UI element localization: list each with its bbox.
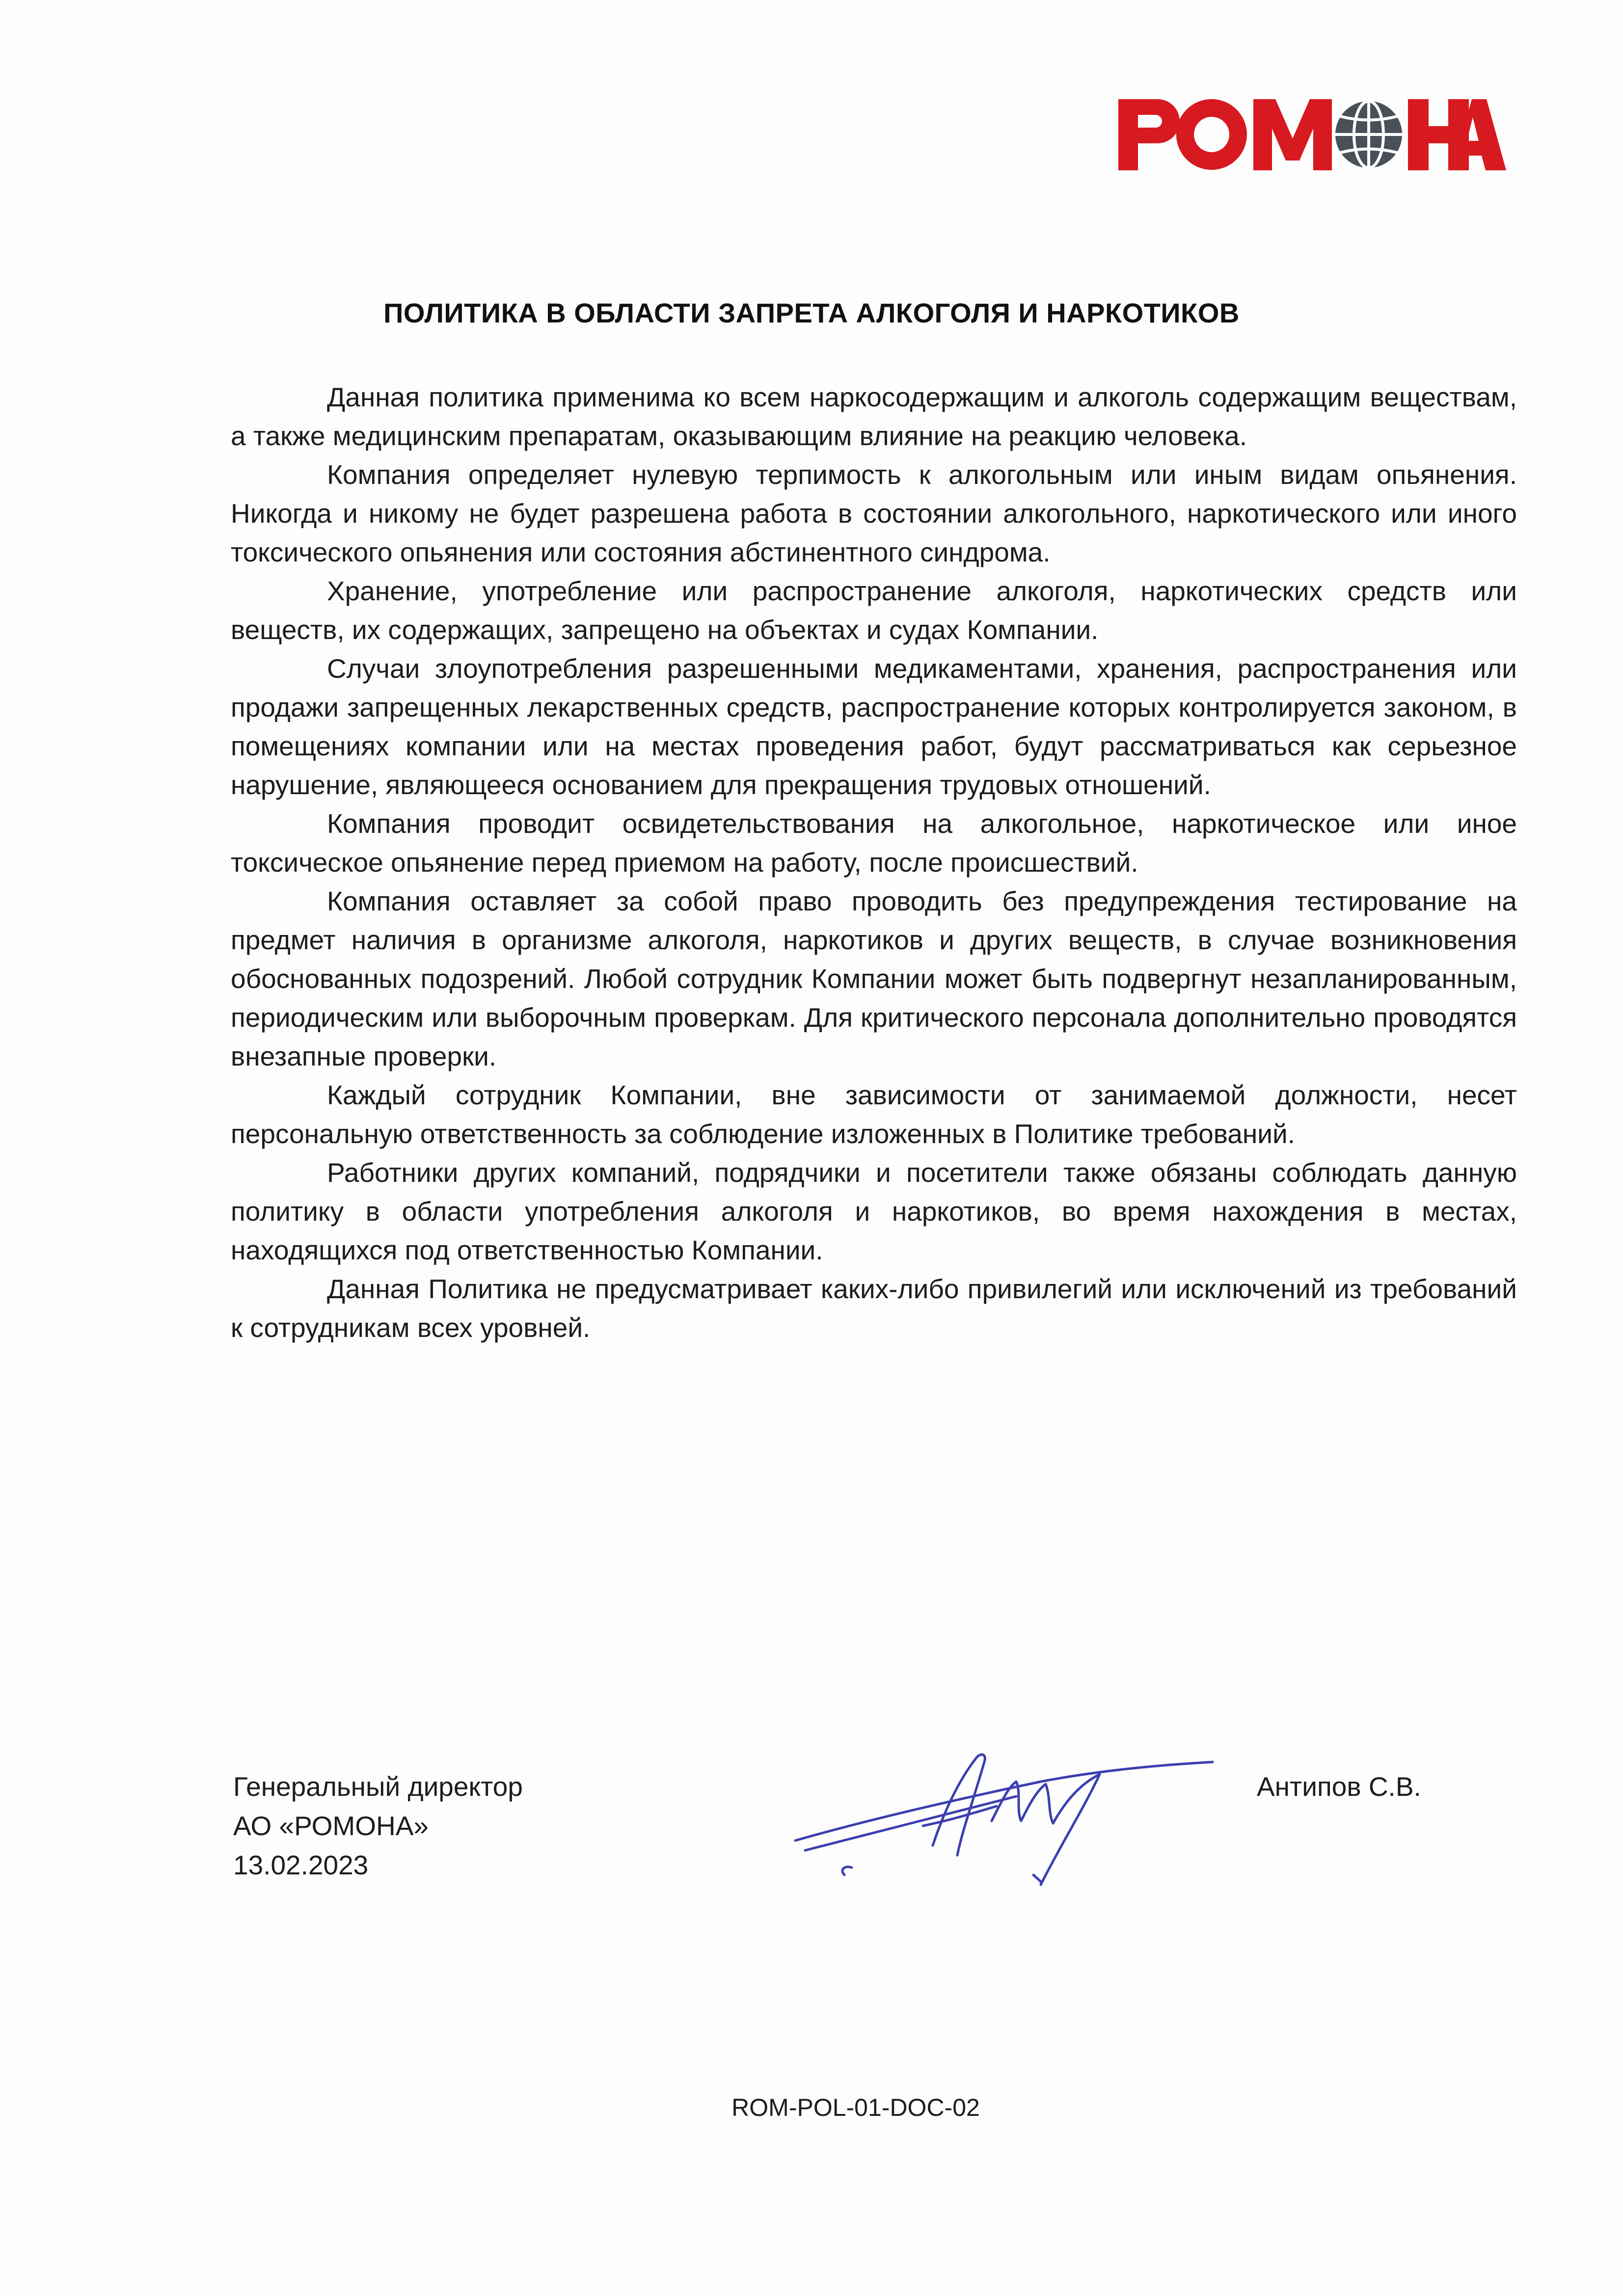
signatory-details (233, 1767, 523, 1885)
handwritten-signature (785, 1728, 1227, 1895)
logo-graphic (1113, 89, 1506, 178)
document-body (231, 378, 1517, 1347)
paragraph: Данная Политика не предусматривает каких-либо привилегий или исключений из требований к сотрудникам всех уровней. (231, 1274, 1517, 1343)
paragraph: Случаи злоупотребления разрешенными медикаментами, хранения, распространения или продажи запрещенных лекарственных средств, распространение которых контролируется законом, в помещениях компании или на местах проведения работ, будут рассматриваться как серьезное нарушение, являющееся основанием для прекращения трудовых отношений. (231, 653, 1517, 800)
paragraph: Хранение, употребление или распространение алкоголя, наркотических средств или веществ, их содержащих, запрещено на объектах и судах Компании. (231, 576, 1517, 645)
paragraph: Каждый сотрудник Компании, вне зависимости от занимаемой должности, несет персональную ответственность за соблюдение изложенных в Политике требований. (231, 1080, 1517, 1149)
signature-graphic (785, 1728, 1227, 1895)
document-title: ПОЛИТИКА В ОБЛАСТИ ЗАПРЕТА АЛКОГОЛЯ И НАРКОТИКОВ (383, 297, 1240, 328)
romona-logo (1113, 89, 1506, 178)
globe-icon (1335, 101, 1402, 168)
paragraph: Компания оставляет за собой право проводить без предупреждения тестирование на предмет наличия в организме алкоголя, наркотиков и других веществ, в случае возникновения обоснованных подозрений. Любой сотрудник Компании может быть подвергнут незапланированным, периодическим или выборочным проверкам. Для критического персонала дополнительно проводятся внезапные проверки. (231, 886, 1517, 1071)
signature-date: 13.02.2023 (233, 1850, 369, 1880)
signatory-position: Генеральный директор (233, 1771, 523, 1802)
signatory-company: АО «РОМОНА» (233, 1811, 429, 1841)
document-code: ROM-POL-01-DOC-02 (731, 2094, 980, 2121)
paragraph: Работники других компаний, подрядчики и посетители также обязаны соблюдать данную политику в области употребления алкоголя и наркотиков, во время нахождения в местах, находящихся под ответственностью Компании. (231, 1157, 1517, 1265)
paragraph: Компания определяет нулевую терпимость к алкогольным или иным видам опьянения. Никогда и никому не будет разрешена работа в состоянии алкогольного, наркотического или иного токсического опьянения или состояния абстинентного синдрома. (231, 459, 1517, 567)
paragraph: Данная политика применима ко всем наркосодержащим и алкоголь содержащим веществам, а также медицинским препаратам, оказывающим влияние на реакцию человека. (231, 382, 1517, 451)
paragraph: Компания проводит освидетельствования на алкогольное, наркотическое или иное токсическое опьянение перед приемом на работу, после происшествий. (231, 808, 1517, 878)
signer-name: Антипов С.В. (1257, 1771, 1421, 1802)
